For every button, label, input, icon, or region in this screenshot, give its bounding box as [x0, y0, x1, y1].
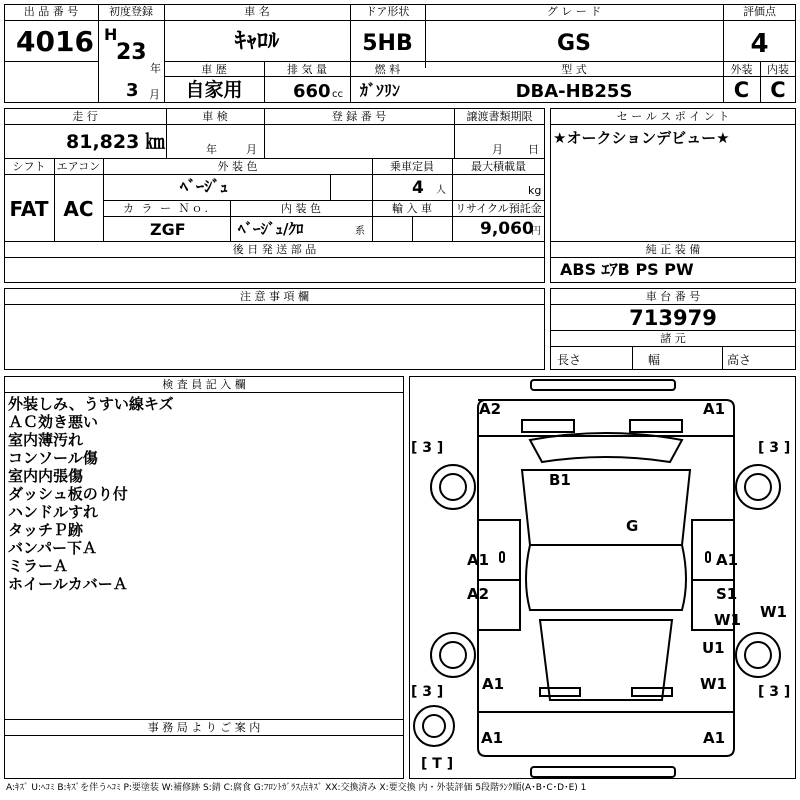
import-label: 輸 入 車 — [392, 202, 432, 215]
hood — [522, 470, 690, 545]
registration-number-label: 登 録 番 号 — [331, 110, 387, 123]
capacity-unit: 人 — [436, 185, 446, 196]
history-label: 車 歴 — [201, 63, 227, 76]
car-name: ｷｬﾛﾙ — [234, 29, 279, 54]
mark-right-rear: W1 — [700, 675, 727, 693]
fuel-label: 燃 料 — [374, 63, 401, 76]
max-load-label: 最大積載量 — [471, 160, 526, 173]
windshield — [530, 433, 682, 462]
capacity: 4 — [412, 178, 424, 198]
chassis-label: 車 台 番 号 — [645, 290, 701, 303]
rear-bumper — [531, 767, 675, 777]
inspector-note: ＡＣ効き悪い — [8, 413, 99, 431]
mark-front-right: A1 — [703, 400, 726, 418]
car-name-label: 車 名 — [244, 5, 270, 18]
era-mark: H — [104, 25, 118, 44]
inspection-year-unit: 年 — [206, 143, 217, 156]
mileage: 81,823 ㎞ — [66, 131, 165, 153]
front-bumper — [531, 380, 675, 390]
recycle-fee: 9,060 — [480, 219, 534, 239]
spare-tire — [414, 706, 454, 746]
exterior-grade: C — [733, 78, 750, 102]
office-label: 事 務 局 よ り ご 案 内 — [147, 721, 261, 734]
later-parts-label: 後 日 発 送 部 品 — [232, 243, 317, 256]
recycle-unit: 円 — [531, 226, 541, 237]
inspector-note: コンソール傷 — [8, 449, 98, 467]
inspector-note: タッチＰ跡 — [8, 521, 84, 539]
first-registration-label: 初度登録 — [109, 5, 153, 18]
tire-rear-right-tread: [ 3 ] — [758, 684, 791, 700]
mark-right-wheel: W1 — [760, 603, 787, 621]
car-diagram — [409, 376, 796, 779]
length-label: 長さ — [557, 353, 582, 367]
fuel: ｶﾞｿﾘﾝ — [360, 81, 401, 100]
exterior-color: ﾍﾞｰｼﾞｭ — [180, 177, 229, 196]
transfer-month-unit: 月 — [492, 143, 503, 156]
spare-tire-mark: [ T ] — [421, 756, 454, 772]
roof — [526, 545, 686, 610]
displacement-unit: cc — [332, 89, 343, 100]
aircon: AC — [63, 197, 94, 221]
mark-left-rear: A1 — [482, 675, 505, 693]
left-front-wheel — [431, 465, 475, 509]
displacement: 660 — [293, 81, 331, 102]
interior-color: ﾍﾞｰｼﾞｭ/ｸﾛ — [238, 220, 304, 238]
mark-right-rear-door: W1 — [714, 611, 741, 629]
interior-color-label: 内 装 色 — [281, 202, 321, 215]
month-unit: 月 — [149, 88, 160, 101]
score: 4 — [750, 29, 769, 59]
color-number-label: カ ラ ー Ｎｏ. — [123, 202, 210, 215]
first-registration-month: 3 — [126, 80, 139, 101]
first-registration-year: 23 — [116, 40, 147, 65]
capacity-label: 乗車定員 — [390, 160, 434, 173]
inspector-note: 室内内張傷 — [8, 467, 84, 485]
door-label: ドア形状 — [365, 5, 410, 18]
mark-left-rear-door: A2 — [467, 585, 490, 603]
left-front-door — [478, 520, 520, 580]
grade: GS — [557, 31, 591, 56]
color-number: ZGF — [150, 220, 186, 239]
inspector-note: ミラーＡ — [8, 557, 69, 575]
aircon-label: エアコン — [56, 160, 101, 173]
transfer-day-unit: 日 — [528, 143, 539, 156]
inspection-label: 車 検 — [202, 110, 228, 123]
exterior-color-label: 外 装 色 — [217, 160, 258, 173]
equipment-label: 純 正 装 備 — [645, 243, 701, 256]
inspector-label: 検 査 員 記 入 欄 — [162, 378, 246, 391]
lot-number-label: 出 品 番 号 — [23, 5, 79, 18]
interior-label: 内装 — [767, 63, 789, 76]
mark-right-rear-panel: U1 — [702, 639, 725, 657]
year-unit: 年 — [150, 62, 161, 75]
inspector-note: ホイールカバーＡ — [8, 575, 128, 593]
left-rear-wheel — [431, 633, 475, 677]
sales-point: ★オークションデビュー★ — [553, 129, 730, 147]
mark-right-sill: S1 — [716, 585, 738, 603]
mark-front-left: A2 — [479, 400, 502, 418]
mark-hood: B1 — [549, 471, 571, 489]
exterior-label: 外装 — [730, 63, 753, 76]
right-front-wheel — [736, 465, 780, 509]
recycle-label: リサイクル預託金 — [455, 202, 542, 215]
transfer-document-label: 譲渡書類期限 — [466, 110, 533, 123]
door-type: 5HB — [362, 31, 413, 56]
mark-left-front-door: A1 — [467, 551, 490, 569]
grade-label: グ レ ー ド — [546, 5, 602, 18]
width-label: 幅 — [648, 353, 661, 367]
equipment: ABS ｴｱB PS PW — [560, 260, 694, 279]
displacement-label: 排 気 量 — [287, 63, 327, 76]
inspector-notes — [8, 395, 174, 593]
shift-label: シフト — [12, 160, 46, 173]
shift: FAT — [9, 197, 49, 221]
lot-number: 4016 — [16, 25, 94, 58]
mark-right-front-door: A1 — [716, 551, 739, 569]
tire-front-left-tread: [ 3 ] — [411, 440, 444, 456]
score-label: 評価点 — [743, 5, 776, 18]
chassis-number: 713979 — [629, 306, 717, 330]
history: 自家用 — [185, 79, 243, 101]
inspector-note: ダッシュ板のり付 — [8, 485, 128, 503]
inspector-note: バンパー下Ａ — [8, 539, 97, 557]
front-outline — [478, 400, 734, 436]
inspector-note: 外装しみ、うすい線キズ — [8, 395, 174, 413]
interior-color-unit: 系 — [355, 226, 365, 237]
right-front-door — [692, 520, 734, 580]
dimensions-label: 諸 元 — [660, 332, 686, 345]
mark-rear-left: A1 — [481, 729, 504, 747]
notes-label: 注 意 事 項 欄 — [240, 290, 309, 303]
sales-point-label: セ ー ル ス ポ イ ン ト — [616, 110, 730, 123]
inspector-note: 室内薄汚れ — [8, 431, 84, 449]
inspector-note: ハンドルすれ — [8, 503, 99, 521]
inspection-month-unit: 月 — [246, 143, 257, 156]
max-load-unit: kg — [528, 184, 542, 197]
legend: A:ｷｽﾞ U:ﾍｺﾐ B:ｷｽﾞを伴うﾍｺﾐ P:要塗装 W:補修跡 S:錆 C:腐食 G:ﾌﾛﾝﾄｶﾞﾗｽ点ｷｽﾞ XX:交換済み X:要交換 内・外装評価 5段階ﾗﾝｸ順(A･B･C･D･E) 1 — [6, 783, 587, 793]
mileage-label: 走 行 — [72, 110, 98, 123]
tire-front-right-tread: [ 3 ] — [758, 440, 791, 456]
mark-roof: G — [626, 517, 639, 535]
interior-grade: C — [770, 78, 786, 102]
model-code: DBA-HB25S — [515, 81, 633, 102]
tire-rear-left-tread: [ 3 ] — [411, 684, 444, 700]
rear-outline — [478, 712, 734, 756]
height-label: 高さ — [727, 353, 752, 367]
right-rear-wheel — [736, 633, 780, 677]
mark-rear-right: A1 — [703, 729, 726, 747]
model-label: 型 式 — [561, 63, 587, 76]
